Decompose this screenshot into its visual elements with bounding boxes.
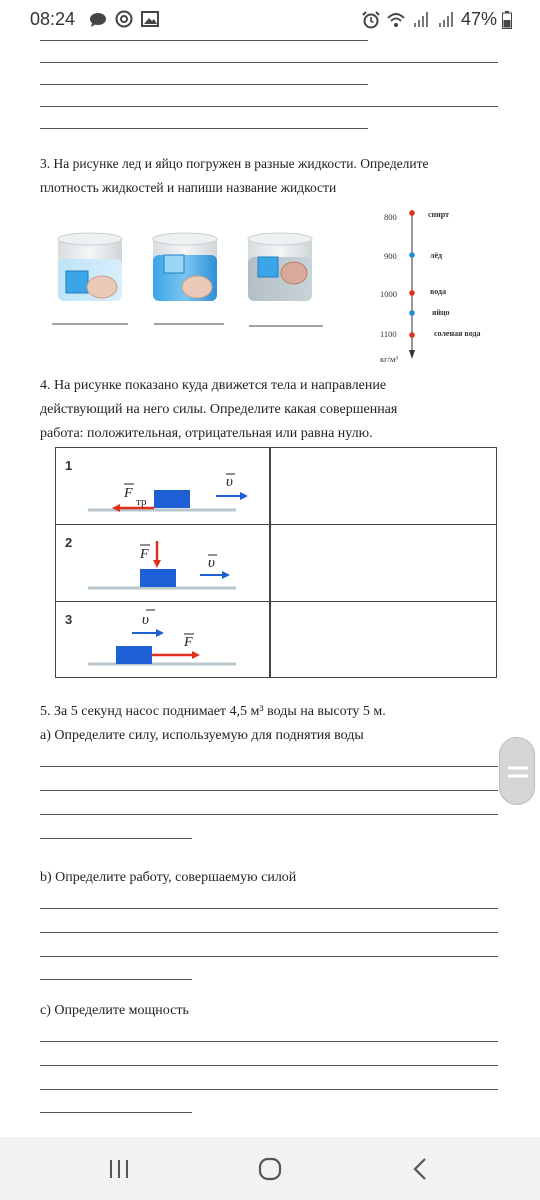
answer-line xyxy=(40,40,368,41)
wifi-icon xyxy=(386,10,406,30)
friction-force-label: F xyxy=(124,486,133,501)
question-5-a: а) Определите силу, используемую для поднятия воды xyxy=(40,728,364,743)
label-salt-water: соленая вода xyxy=(434,329,481,338)
question-5-c xyxy=(40,999,189,1023)
fast-scroll-handle[interactable] xyxy=(499,737,535,805)
image-icon xyxy=(140,9,160,29)
row-2-diagram xyxy=(56,525,268,601)
question-4 xyxy=(40,374,397,446)
answer-line xyxy=(40,814,498,815)
answer-line xyxy=(40,838,192,839)
table-row xyxy=(56,525,496,602)
back-button[interactable] xyxy=(405,1153,437,1185)
row-3-diagram xyxy=(56,602,268,678)
answer-line xyxy=(40,908,498,909)
question-5-b xyxy=(40,866,296,890)
notification-icons xyxy=(88,9,160,29)
answer-line xyxy=(40,1089,498,1090)
drag-handle-icon xyxy=(500,738,536,806)
question-5-c-text: c) Определите мощность xyxy=(40,1003,189,1018)
question-3-line-1: 3. На рисунке лед и яйцо погружен в разные жидкости. Определите xyxy=(40,156,429,171)
row-number: 3 xyxy=(65,612,73,627)
home-button[interactable] xyxy=(254,1153,286,1185)
question-4-line-2: действующий на него силы. Определите какая совершенная xyxy=(40,402,398,417)
forces-table xyxy=(55,447,497,678)
answer-line xyxy=(40,1112,192,1113)
navigation-bar xyxy=(0,1137,540,1200)
answer-line xyxy=(40,128,368,129)
alarm-icon xyxy=(361,10,381,30)
beaker-1 xyxy=(52,233,128,324)
force-label: F xyxy=(184,635,193,650)
velocity-label: υ xyxy=(226,474,233,490)
scale-unit: кг/м³ xyxy=(380,354,398,364)
answer-line xyxy=(40,1065,498,1066)
recent-apps-button[interactable] xyxy=(103,1153,135,1185)
answer-line xyxy=(40,62,498,63)
answer-line xyxy=(40,106,498,107)
answer-line xyxy=(40,84,368,85)
beaker-3 xyxy=(248,233,323,326)
row-number: 2 xyxy=(65,535,73,550)
label-water: вода xyxy=(430,287,447,296)
battery-icon xyxy=(502,11,512,29)
question-5 xyxy=(40,700,386,748)
answer-line xyxy=(40,1041,498,1042)
question-5-line-1: 5. За 5 секунд насос поднимает 4,5 м³ воды на высоту 5 м. xyxy=(40,704,386,719)
question-4-line-3: работа: положительная, отрицательная или равна нулю. xyxy=(40,426,373,441)
density-scale xyxy=(370,205,510,365)
signal-icon-2 xyxy=(436,10,456,30)
clock: 08:24 xyxy=(30,9,76,29)
table-row xyxy=(56,602,496,679)
back-icon xyxy=(405,1153,437,1185)
tick-800: 800 xyxy=(384,212,397,222)
question-3 xyxy=(40,152,429,200)
label-egg: яйцо xyxy=(432,308,450,317)
signal-icon xyxy=(411,10,431,30)
force-label: F xyxy=(140,547,149,562)
label-spirit: спирт xyxy=(428,210,450,219)
label-ice: лёд xyxy=(430,251,443,260)
beaker-2 xyxy=(153,233,224,324)
at-sign-icon xyxy=(114,9,134,29)
system-icons xyxy=(361,9,512,30)
tick-1100: 1100 xyxy=(380,329,397,339)
tick-1000: 1000 xyxy=(380,289,397,299)
recent-apps-icon xyxy=(103,1153,135,1185)
battery-percent: 47% xyxy=(460,9,497,29)
question-4-line-1: 4. На рисунке показано куда движется тела и направление xyxy=(40,378,387,393)
answer-line xyxy=(40,790,498,791)
velocity-label: υ xyxy=(208,555,215,571)
answer-line xyxy=(40,932,498,933)
velocity-label: υ xyxy=(142,612,149,628)
answer-line xyxy=(40,979,192,980)
answer-line xyxy=(40,766,498,767)
friction-subscript: тр xyxy=(136,496,147,508)
row-1-diagram xyxy=(56,448,268,524)
table-row xyxy=(56,448,496,525)
row-number: 1 xyxy=(65,458,73,473)
beakers-figure xyxy=(50,225,340,335)
chat-bubble-icon xyxy=(88,9,108,29)
status-bar xyxy=(0,0,540,40)
question-3-line-2: плотность жидкостей и напиши название жидкости xyxy=(40,180,337,195)
answer-line xyxy=(40,956,498,957)
question-5-b-text: b) Определите работу, совершаемую силой xyxy=(40,870,297,885)
tick-900: 900 xyxy=(384,251,397,261)
home-icon xyxy=(254,1153,286,1185)
